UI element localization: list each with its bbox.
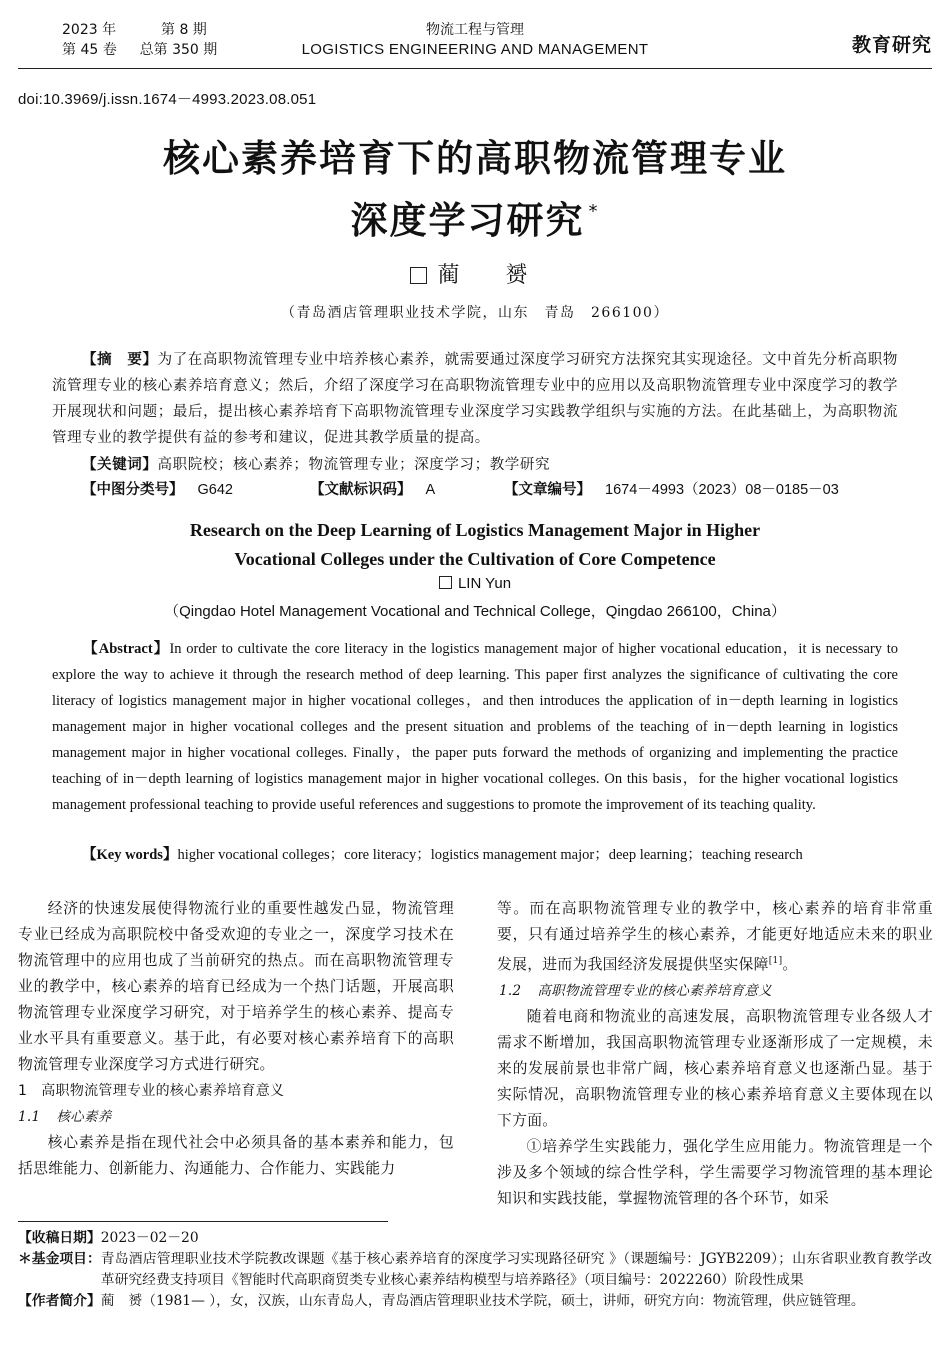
author — [0, 258, 950, 289]
article-no-label: 【文章编号】 — [504, 482, 591, 498]
subsection-1-1-title: 核心素养 — [56, 1109, 112, 1125]
abstract-en — [52, 636, 898, 818]
period: 。 — [782, 956, 798, 973]
paragraph-1-3: ①培养学生实践能力，强化学生应用能力。物流管理是一个涉及多个领域的综合性学科，学生需要学习物流管理的基本理论知识和实践技能，掌握物流管理的各个环节，如采 — [497, 1138, 933, 1207]
paragraph-1-1-continued — [497, 896, 933, 978]
body-column-left — [18, 896, 454, 1182]
author-bio — [18, 1291, 932, 1312]
subsection-1-1-number: 1.1 — [18, 1109, 41, 1125]
body-column-right — [497, 896, 933, 1212]
issue: 第 8 期 — [161, 22, 207, 38]
abstract-cn — [52, 347, 898, 451]
issue-info — [62, 20, 217, 60]
english-title-line1: Research on the Deep Learning of Logistics Management Major in Higher — [189, 520, 761, 540]
footnotes — [18, 1228, 932, 1312]
keywords-en — [82, 843, 803, 864]
paper-title-text2: 深度学习研究 — [350, 199, 585, 242]
abstract-cn-label: 【摘 要】 — [82, 352, 158, 368]
journal-name-en: LOGISTICS ENGINEERING AND MANAGEMENT — [301, 41, 649, 58]
received-label: 【收稿日期】 — [18, 1230, 101, 1246]
section-1-heading — [18, 1078, 454, 1104]
paper-title-line2 — [0, 190, 950, 244]
square-icon — [410, 267, 427, 284]
keywords-cn-text: 高职院校；核心素养；物流管理专业；深度学习；教学研究 — [157, 457, 551, 473]
citation-1[interactable]: [1] — [768, 956, 783, 966]
english-title-line2: Vocational Colleges under the Cultivation of Core Competence — [234, 549, 716, 569]
fund-mark: * — [588, 201, 600, 222]
received-value: 2023－02－20 — [100, 1230, 199, 1246]
received-date — [18, 1228, 932, 1249]
fund-label: ＊基金项目： — [18, 1251, 101, 1267]
square-icon — [439, 576, 452, 589]
english-author — [0, 575, 950, 592]
keywords-en-text: higher vocational colleges；core literacy；logistics management major；deep learning；teaching research — [177, 847, 803, 863]
section-label: 教育研究 — [851, 34, 932, 56]
fund-text: 青岛酒店管理职业技术学院教改课题《基于核心素养培育的深度学习实现路径研究 》（课题编号：JGYB2209）；山东省职业教育教学改革研究经费支持项目《智能时代高职商贸类专业核心素养结构模型与培养路径》（项目编号：2022260）阶段性成果 — [100, 1251, 932, 1288]
section-1-number: 1 — [18, 1083, 28, 1099]
paragraph-1-1-cont-text: 等。而在高职物流管理专业的教学中，核心素养的培育非常重要，只有通过培养学生的核心素养，才能更好地适应未来的职业发展，进而为我国经济发展提供坚实保障 — [497, 900, 933, 973]
paper-title-line1: 核心素养培育下的高职物流管理专业 — [163, 137, 787, 180]
clc-value: G642 — [197, 482, 233, 498]
intro-paragraph: 经济的快速发展使得物流行业的重要性越发凸显，物流管理专业已经成为高职院校中备受欢迎的专业之一，深度学习技术在物流管理中的应用也成了当前研究的热点。而在高职物流管理专业的教学中，核心素养的培育已经成为一个热门话题，开展高职物流管理专业深度学习研究，对于培养学生的核心素养、提高专业水平具有重要意义。基于此，有必要对核心素养培育下的高职物流管理专业深度学习方式进行研究。 — [18, 900, 454, 1073]
english-author-name: LIN Yun — [457, 575, 512, 592]
section-1-title: 高职物流管理专业的核心素养培育意义 — [41, 1083, 285, 1099]
keywords-en-label: 【Key words】 — [82, 847, 178, 863]
subsection-1-2-number: 1.2 — [499, 983, 522, 999]
affiliation: （青岛酒店管理职业技术学院，山东 青岛 266100） — [281, 305, 669, 321]
abstract-en-text: In order to cultivate the core literacy in the logistics management major of higher vocational education，it is necessary to explore the way to achieve it through the research method of deep learning. This paper first analyzes the significance of cultivating the core literacy of logistics management major in higher vocational colleges，and then introduces the application of in－depth learning in logistics management major in higher vocational colleges and the present situation and problems of the teaching of in－depth learning in logistics management major in higher vocational colleges. Finally，the paper puts forward the methods of organizing and implementing the practice teaching of in－depth learning of logistics management major in higher vocational colleges. On this basis，for the higher vocational logistics management professional teaching to provide useful references and suggestions to promote the improvement of its teaching quality. — [52, 641, 898, 813]
volume: 第 45 卷 — [62, 42, 117, 58]
english-title — [0, 516, 950, 574]
clc-label: 【中图分类号】 — [82, 482, 184, 498]
year: 2023 年 — [62, 22, 117, 38]
doc-code-value: A — [425, 482, 436, 498]
doi: doi:10.3969/j.issn.1674－4993.2023.08.051 — [18, 91, 317, 108]
paragraph-1-1: 核心素养是指在现代社会中必须具备的基本素养和能力，包括思维能力、创新能力、沟通能力、合作能力、实践能力 — [18, 1134, 454, 1177]
journal-name-cn: 物流工程与管理 — [426, 22, 524, 38]
keywords-cn — [82, 453, 550, 474]
doc-code-label: 【文献标识码】 — [310, 482, 412, 498]
abstract-en-label: 【Abstract】 — [82, 641, 170, 657]
subsection-1-1-heading — [18, 1104, 454, 1130]
author-bio-label: 【作者简介】 — [18, 1293, 101, 1309]
keywords-cn-label: 【关键词】 — [82, 457, 158, 473]
subsection-1-2-heading — [497, 978, 933, 1004]
header-rule — [18, 68, 932, 69]
english-affiliation: （Qingdao Hotel Management Vocational and Technical College，Qingdao 266100，China） — [164, 603, 786, 620]
subsection-1-2-title: 高职物流管理专业的核心素养培育意义 — [537, 983, 772, 999]
total-issue: 总第 350 期 — [139, 42, 218, 58]
paragraph-1-2: 随着电商和物流业的高速发展，高职物流管理专业各级人才需求不断增加，我国高职物流管理专业逐渐形成了一定规模，未来的发展前景也非常广阔，核心素养培育意义也逐渐凸显。基于实际情况，高职物流管理专业的核心素养培育意义主要体现在以下方面。 — [497, 1008, 933, 1129]
footnote-rule — [18, 1221, 388, 1222]
author-bio-text: 蔺 赟（1981— ），女，汉族，山东青岛人，青岛酒店管理职业技术学院，硕士，讲师，研究方向：物流管理，供应链管理。 — [100, 1293, 865, 1309]
abstract-cn-text: 为了在高职物流管理专业中培养核心素养，就需要通过深度学习研究方法探究其实现途径。文中首先分析高职物流管理专业的核心素养培育意义；然后，介绍了深度学习在高职物流管理专业中的应用以及高职物流管理专业中深度学习的教学开展现状和问题；最后，提出核心素养培育下高职物流管理专业深度学习实践教学组织与实施的方法。在此基础上，为高职物流管理专业的教学提供有益的参考和建议，促进其教学质量的提高。 — [52, 352, 899, 446]
fund-note — [18, 1249, 932, 1291]
article-no-value: 1674－4993（2023）08－0185－03 — [605, 482, 839, 498]
journal-name — [250, 20, 700, 60]
author-name: 蔺 赟 — [437, 263, 540, 288]
